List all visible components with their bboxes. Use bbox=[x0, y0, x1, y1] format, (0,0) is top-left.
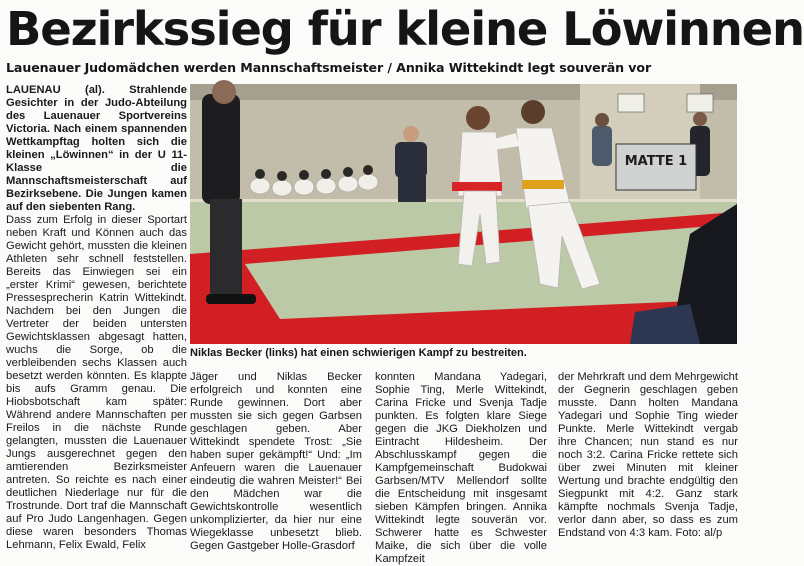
referee-legs bbox=[210, 199, 242, 299]
text-column-2 bbox=[190, 371, 362, 555]
article-subheadline: Lauenauer Judomädchen werden Mannschaftsmeister / Annika Wittekindt legt souverän vor bbox=[6, 60, 652, 75]
spectator-right-2-head bbox=[693, 112, 707, 126]
red-belt bbox=[452, 182, 502, 191]
referee-shoes bbox=[206, 294, 256, 304]
spectator-right-1 bbox=[592, 126, 612, 166]
wall-poster-right bbox=[687, 94, 713, 112]
body-paragraph-4: der Mehrkraft und dem Mehrgewicht der Gegnerin geschlagen geben musste. Dann holten Mandana Yadegari und Sophie Ting wieder Punkte. Merle Wittekindt vergab ihre Chancen; nun stand es nur noch 3:2. Carina Fricke rettete sich über zwei Minuten mit kleiner Wertung und brachte endgültig den Siegpunkt mit 4:2. Ganz stark kämpfte nochmals Svenja Tadje, verlor dann aber, so dass es zum Endstand von 4:3 kam. Foto: al/p bbox=[558, 371, 738, 539]
article-lead: LAUENAU (al). Strahlende Gesichter in der Judo-Abteilung des Lauenauer Sportvereins Victoria. Nach einem spannenden Wettkampftag holten sich die kleinen „Löwinnen“ in der U 11-Klasse die Mannschaftsmeisterschaft auf Bezirksebene. Die Jungen kamen auf den siebenten Rang. bbox=[6, 84, 187, 213]
official-head bbox=[403, 126, 419, 142]
seated-official bbox=[395, 142, 427, 178]
spectator-right-1-head bbox=[595, 113, 609, 127]
referee-head bbox=[212, 80, 236, 104]
mat-sign-label: MATTE 1 bbox=[624, 154, 688, 169]
referee-body bbox=[202, 94, 240, 204]
body-paragraph-1: Dass zum Erfolg in dieser Sportart neben Kraft und Können auch das Gewicht gehört, mussten die kleinen Athleten sehr schnell feststellen. Bereits das Einwiegen sei ein „erster Krimi“ gewesen, berichtete Pressesprecherin Katrin Wittekindt. Nachdem bei den Jungen die Vertreter der beiden untersten Gewichtsklassen abgesagt hatten, wuchs die Sorge, ob die verbleibenden sechs Klassen auch besetzt werden könnten. Es klappte bis aufs Gramm genau. Die Hiobsbotschaft kam später: Während andere Mannschaften per Freilos in die nächste Runde gelangten, mussten die Lauenauer Jungs ausgerechnet gegen den amtierenden Bezirksmeister antreten. So reichte es nach einer deutlichen Niederlage nur für die Trostrunde. Dort traf die Mannschaft auf Pro Judo Langenhagen. Gegen diese waren besonders Thomas Lehmann, Felix Ewald, Felix bbox=[6, 214, 187, 551]
photo-caption: Niklas Becker (links) hat einen schwierigen Kampf zu bestreiten. bbox=[190, 347, 527, 359]
body-paragraph-3: konnten Mandana Yadegari, Sophie Ting, Merle Wittekindt, Carina Fricke und Svenja Tadje punkten. Es folgten klare Siege gegen die JKG Diekholzen und Eintracht Hildesheim. Der Abschlusskampf gegen die Kampfgemeinschaft Budokwai Garbsen/MTV Mellendorf sollte die Entscheidung mit insgesamt sieben Kämpfen bringen. Annika Wittekindt legte souverän vor. Schwerer hatte es Schwester Maike, die sich über die volle Kampfzeit bbox=[375, 371, 547, 565]
text-column-1 bbox=[6, 84, 187, 554]
body-paragraph-2: Jäger und Niklas Becker erfolgreich und konnten eine Runde gewinnen. Dort aber mussten sie sich gegen Garbsen geschlagen geben. Aber Wittekindt spendete Trost: „Sie haben super gekämpft!“ Und: „Im Anfeuern waren die Lauenauer eindeutig die wahren Meister!“ Bei den Mädchen war die Gewichtskontrolle wesentlich unkomplizierter, da hier nur eine Wiegeklasse unbesetzt blieb. Gegen Gastgeber Holle-Grasdorf bbox=[190, 371, 362, 552]
yellow-belt bbox=[522, 180, 564, 189]
article-headline: Bezirkssieg für kleine Löwinnen bbox=[6, 2, 804, 56]
wall-poster-left bbox=[618, 94, 644, 112]
judo-photo bbox=[190, 84, 737, 344]
text-column-3 bbox=[375, 371, 547, 565]
official-legs bbox=[398, 176, 426, 202]
judo-match-illustration bbox=[190, 84, 737, 344]
text-column-4 bbox=[558, 371, 738, 555]
